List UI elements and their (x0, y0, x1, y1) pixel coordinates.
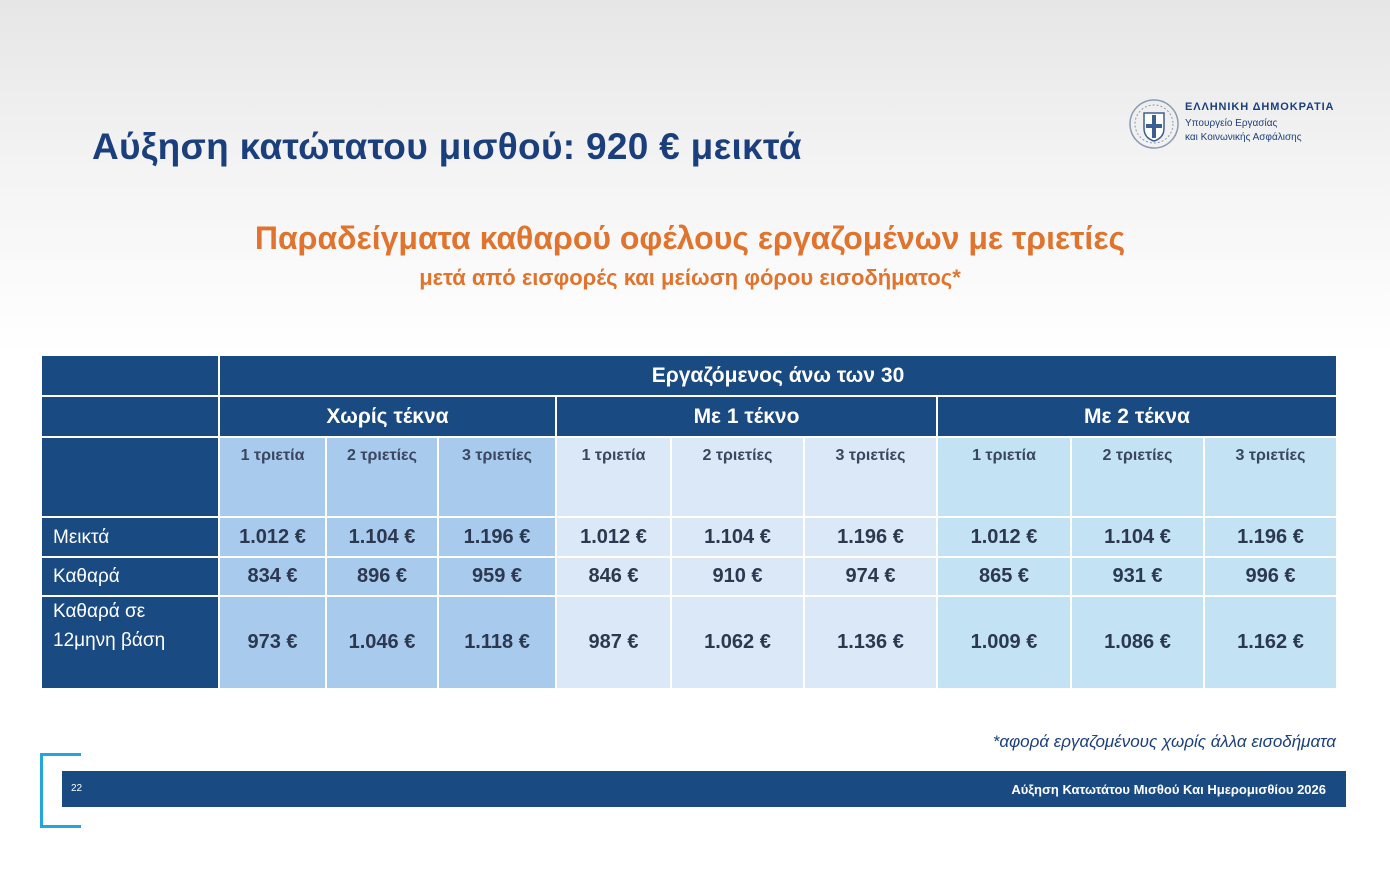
row-label-line-2: 12μηνη βάση (53, 630, 166, 651)
table-cell: 1.009 € (938, 597, 1070, 688)
footer-bar (62, 771, 1346, 807)
sub-header-cell: 1 τριετία (557, 438, 670, 516)
group-header: Με 2 τέκνα (938, 397, 1336, 436)
table-cell: 959 € (439, 558, 555, 595)
table-cell: 1.012 € (938, 518, 1070, 556)
table-corner-cell (42, 397, 218, 436)
table-cell: 1.136 € (805, 597, 936, 688)
sub-header-cell: 1 τριετία (220, 438, 325, 516)
row-label-net: Καθαρά (42, 558, 218, 595)
row-label-gross: Μεικτά (42, 518, 218, 556)
table-cell: 1.062 € (672, 597, 803, 688)
logo-line-1: ΕΛΛΗΝΙΚΗ ΔΗΜΟΚΡΑΤΙΑ (1185, 101, 1335, 113)
sub-header-cell: 3 τριετίες (1205, 438, 1336, 516)
page-title: Αύξηση κατώτατου μισθού: 920 € μεικτά (92, 126, 802, 167)
table-cell: 1.012 € (220, 518, 325, 556)
table-top-header: Εργαζόμενος άνω των 30 (220, 356, 1336, 395)
footer-text: Αύξηση Κατωτάτου Μισθού Και Ημερομισθίου 2026 (1011, 782, 1326, 797)
table-cell: 987 € (557, 597, 670, 688)
table-cell: 834 € (220, 558, 325, 595)
page-number: 22 (71, 783, 83, 794)
table-cell: 1.086 € (1072, 597, 1203, 688)
table-cell: 1.196 € (439, 518, 555, 556)
table-cell: 931 € (1072, 558, 1203, 595)
table-cell: 846 € (557, 558, 670, 595)
table-cell: 1.012 € (557, 518, 670, 556)
table-cell: 1.104 € (327, 518, 437, 556)
group-header: Με 1 τέκνο (557, 397, 936, 436)
sub-header-cell: 2 τριετίες (327, 438, 437, 516)
group-header: Χωρίς τέκνα (220, 397, 555, 436)
table-cell: 865 € (938, 558, 1070, 595)
sub-header-cell: 1 τριετία (938, 438, 1070, 516)
logo-line-2: Υπουργείο Εργασίας (1185, 118, 1278, 129)
table-cell: 973 € (220, 597, 325, 688)
footnote: *αφορά εργαζομένους χωρίς άλλα εισοδήματα (992, 732, 1336, 751)
table-cell: 1.196 € (1205, 518, 1336, 556)
table-cell: 1.046 € (327, 597, 437, 688)
table-cell: 910 € (672, 558, 803, 595)
row-label-net-annual (42, 597, 218, 688)
table-cell: 1.104 € (672, 518, 803, 556)
table-cell: 1.118 € (439, 597, 555, 688)
table-corner-cell (42, 356, 218, 395)
table-cell: 896 € (327, 558, 437, 595)
subtitle-main: Παραδείγματα καθαρού οφέλους εργαζομένων με τριετίες (254, 220, 1126, 256)
subtitle-secondary: μετά από εισφορές και μείωση φόρου εισοδήματος* (419, 265, 961, 290)
sub-header-cell: 2 τριετίες (672, 438, 803, 516)
salary-table (42, 356, 1336, 688)
sub-header-cell: 2 τριετίες (1072, 438, 1203, 516)
table-corner-cell (42, 438, 218, 516)
table-cell: 974 € (805, 558, 936, 595)
greek-emblem-icon (1128, 98, 1180, 150)
sub-header-cell: 3 τριετίες (439, 438, 555, 516)
table-cell: 996 € (1205, 558, 1336, 595)
sub-header-cell: 3 τριετίες (805, 438, 936, 516)
table-cell: 1.196 € (805, 518, 936, 556)
table-cell: 1.104 € (1072, 518, 1203, 556)
ministry-logo (1128, 98, 1358, 152)
table-cell: 1.162 € (1205, 597, 1336, 688)
logo-line-3: και Κοινωνικής Ασφάλισης (1185, 132, 1302, 143)
row-label-line-1: Καθαρά σε (53, 601, 146, 622)
